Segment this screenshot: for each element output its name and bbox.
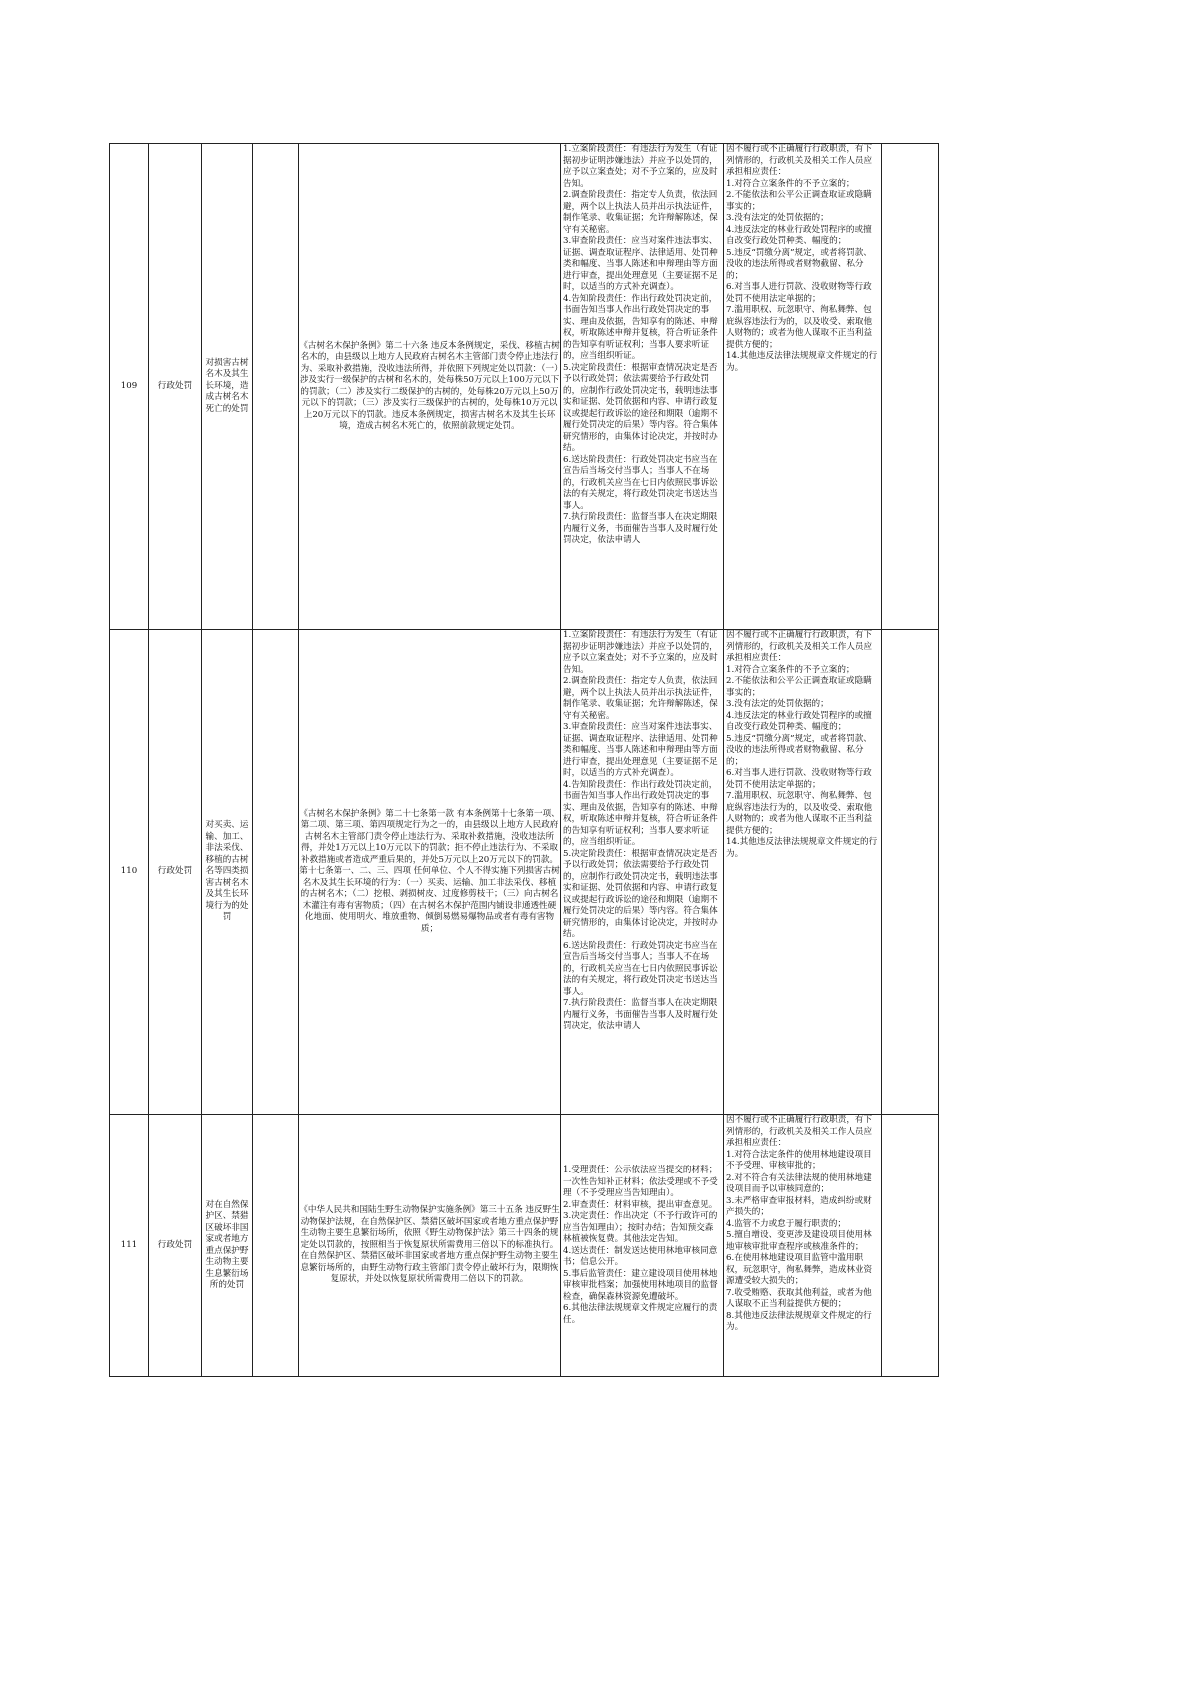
sub-item-cell	[253, 1115, 299, 1377]
responsibility-item: 7.执行阶段责任：监督当事人在决定期限内履行义务，书面催告当事人及时履行处罚决定，依法申请人	[563, 512, 718, 545]
accountability-item: 5.违反“罚缴分离”规定，或者将罚款、没收的违法所得或者财物截留、私分的；	[726, 733, 872, 767]
remark-cell	[882, 144, 939, 630]
accountability-item: 7.滥用职权、玩忽职守、徇私舞弊、包庇纵容违法行为的，以及收受、索取他人财物的；或者为他人谋取不正当利益提供方便的；	[726, 791, 873, 836]
accountability-item: 2.不能依法和公平公正调查取证或隐瞒事实的；	[726, 190, 872, 212]
accountability-item: 8.其他违反法律法规规章文件规定的行为。	[726, 1310, 872, 1332]
responsibility-cell	[561, 144, 724, 630]
responsibility-item: 6.送达阶段责任：行政处罚决定书应当在宣告后当场交付当事人；当事人不在场的，行政机关应当在七日内依照民事诉讼法的有关规定，将行政处罚决定书送达当事人。	[563, 940, 718, 997]
legal-basis: 《古树名木保护条例》第二十六条 违反本条例规定，采伐、移植古树名木的，由县级以上地方人民政府古树名木主管部门责令停止违法行为、采取补救措施，没收违法所得，并依照下列规定处以罚款：（一）涉及实行一级保护的古树和名木的，处每株50万元以上100万元以下的罚款；（二）涉及实行二级保护的古树的，处每株20万元以上50万元以下的罚款；（三）涉及实行三级保护的古树的，处每株10万元以上20万元以下的罚款。违反本条例规定，损害古树名木及其生长环境，造成古树名木死亡的，依照前款规定处罚。	[299, 144, 561, 630]
responsibility-item: 3.审查阶段责任：应当对案件违法事实、证据、调查取证程序、法律适用、处罚种类和幅度、当事人陈述和申辩理由等方面进行审查，提出处理意见（主要证据不足时，以适当的方式补充调查）。	[563, 236, 718, 292]
responsibility-item: 2.调查阶段责任：指定专人负责，依法回避，两个以上执法人员并出示执法证件，制作笔录、收集证据；允许辩解陈述，保守有关秘密。	[563, 190, 718, 235]
accountability-item: 因不履行或不正确履行行政职责，有下列情形的，行政机关及相关工作人员应承担相应责任：	[726, 1115, 873, 1148]
item-number: 110	[110, 630, 149, 1115]
accountability-item: 6.在使用林地建设项目监管中滥用职权，玩忽职守，徇私舞弊，造成林业资源遭受较大损失的；	[726, 1253, 873, 1286]
item-type: 行政处罚	[149, 1115, 202, 1377]
responsibility-item: 6.其他法律法规规章文件规定应履行的责任。	[563, 1303, 718, 1325]
item-type: 行政处罚	[149, 144, 202, 630]
remark-cell	[882, 630, 939, 1115]
legal-basis: 《古树名木保护条例》第二十七条第一款 有本条例第十七条第一项、第二项、第三项、第四项规定行为之一的，由县级以上地方人民政府古树名木主管部门责令停止违法行为、采取补救措施，没收违法所得，并处1万元以上10万元以下的罚款；拒不停止违法行为、不采取补救措施或者造成严重后果的，并处5万元以上20万元以下的罚款。第十七条第一、二、三、四项 任何单位、个人不得实施下列损害古树名木及其生长环境的行为：（一）买卖、运输、加工非法采伐、移植的古树名木；（二）挖根、剥损树皮、过度修剪枝干；（三）向古树名木灌注有毒有害物质；（四）在古树名木保护范围内铺设非通透性硬化地面、使用明火、堆放重物、倾倒易燃易爆物品或者有毒有害物质；	[299, 630, 561, 1115]
accountability-cell	[724, 1115, 882, 1377]
responsibility-item: 5.决定阶段责任：根据审查情况决定是否予以行政处罚；依法需要给予行政处罚的，应制作行政处罚决定书，载明违法事实和证据、处罚依据和内容、申请行政复议或提起行政诉讼的途径和期限（逾期不履行处罚决定的后果）等内容。符合集体研究情形的，由集体讨论决定，并按时办结。	[563, 848, 718, 939]
table-row	[110, 1115, 939, 1377]
item-name: 对买卖、运输、加工、非法采伐、移植的古树名等四类损害古树名木及其生长环境行为的处罚	[202, 630, 253, 1115]
accountability-item: 4.违反法定的林业行政处罚程序的或擅自改变行政处罚种类、幅度的；	[726, 224, 872, 246]
responsibility-item: 4.送达责任：制发送达使用林地审核同意书；信息公开。	[563, 1245, 718, 1267]
item-number: 111	[110, 1115, 149, 1377]
responsibility-cell	[561, 630, 724, 1115]
responsibility-item: 1.受理责任：公示依法应当提交的材料；一次性告知补正材料；依法受理或不予受理（不予受理应当告知理由）。	[563, 1165, 718, 1198]
table-row	[110, 630, 939, 1115]
responsibility-item: 2.审查责任：材料审核，提出审查意见。	[563, 1199, 718, 1210]
accountability-item: 6.对当事人进行罚款、没收财物等行政处罚不使用法定单据的；	[726, 768, 872, 790]
accountability-item: 3.没有法定的处罚依据的；	[726, 213, 829, 223]
table-row	[110, 144, 939, 630]
item-type: 行政处罚	[149, 630, 202, 1115]
accountability-item: 3.没有法定的处罚依据的；	[726, 699, 829, 709]
remark-cell	[882, 1115, 939, 1377]
accountability-item: 1.对符合立案条件的不予立案的；	[726, 664, 855, 675]
accountability-item: 5.擅自增设、变更涉及建设项目使用林地审核审批审查程序或核准条件的；	[726, 1230, 872, 1252]
sub-item-cell	[253, 630, 299, 1115]
accountability-item: 1.对符合法定条件的使用林地建设项目不予受理、审核审批的；	[726, 1149, 872, 1171]
accountability-item: 4.监管不力或怠于履行职责的；	[726, 1218, 846, 1229]
accountability-item: 5.违反“罚缴分离”规定，或者将罚款、没收的违法所得或者财物截留、私分的；	[726, 247, 872, 281]
responsibility-item: 6.送达阶段责任：行政处罚决定书应当在宣告后当场交付当事人；当事人不在场的，行政机关应当在七日内依照民事诉讼法的有关规定，将行政处罚决定书送达当事人。	[563, 454, 718, 511]
item-number: 109	[110, 144, 149, 630]
accountability-item: 1.对符合立案条件的不予立案的；	[726, 178, 855, 189]
responsibility-item: 5.事后监管责任：建立建设项目使用林地审核审批档案；加强使用林地项目的监督检查，确保森林资源免遭破坏。	[563, 1268, 718, 1302]
accountability-item: 3.未严格审查审报材料，造成纠纷或财产损失的；	[726, 1195, 872, 1217]
responsibility-item: 4.告知阶段责任：作出行政处罚决定前，书面告知当事人作出行政处罚决定的事实、理由及依据，告知享有的陈述、申辩权，听取陈述申辩并复核，符合听证条件的告知享有听证权利；当事人要求听证的，应当组织听证。	[563, 293, 718, 361]
accountability-cell	[724, 144, 882, 630]
accountability-item: 7.滥用职权、玩忽职守、徇私舞弊、包庇纵容违法行为的，以及收受、索取他人财物的；或者为他人谋取不正当利益提供方便的；	[726, 305, 873, 350]
accountability-item: 因不履行或不正确履行行政职责，有下列情形的，行政机关及相关工作人员应承担相应责任：	[726, 630, 873, 663]
accountability-item: 14.其他违反法律法规规章文件规定的行为。	[726, 351, 878, 373]
accountability-item: 因不履行或不正确履行行政职责，有下列情形的，行政机关及相关工作人员应承担相应责任：	[726, 144, 873, 177]
responsibility-item: 3.审查阶段责任：应当对案件违法事实、证据、调查取证程序、法律适用、处罚种类和幅度、当事人陈述和申辩理由等方面进行审查，提出处理意见（主要证据不足时，以适当的方式补充调查）。	[563, 722, 718, 778]
responsibility-item: 2.调查阶段责任：指定专人负责，依法回避，两个以上执法人员并出示执法证件，制作笔录、收集证据；允许辩解陈述，保守有关秘密。	[563, 676, 718, 721]
responsibility-item: 7.执行阶段责任：监督当事人在决定期限内履行义务，书面催告当事人及时履行处罚决定，依法申请人	[563, 998, 718, 1031]
accountability-item: 2.对不符合有关法律法规的使用林地建设项目而予以审核同意的；	[726, 1172, 872, 1194]
responsibility-item: 1.立案阶段责任：有违法行为发生（有证据初步证明涉嫌违法）并应予以处罚的，应予以立案查处；对不予立案的，应及时告知。	[563, 144, 718, 189]
responsibility-item: 1.立案阶段责任：有违法行为发生（有证据初步证明涉嫌违法）并应予以处罚的，应予以立案查处；对不予立案的，应及时告知。	[563, 630, 718, 675]
responsibility-table	[109, 143, 939, 1377]
item-name: 对在自然保护区、禁猎区破坏非国家或者地方重点保护野生动物主要生息繁衍场所的处罚	[202, 1115, 253, 1377]
accountability-item: 14.其他违反法律法规规章文件规定的行为。	[726, 837, 878, 859]
item-name: 对损害古树名木及其生长环境，造成古树名木死亡的处罚	[202, 144, 253, 630]
accountability-item: 4.违反法定的林业行政处罚程序的或擅自改变行政处罚种类、幅度的；	[726, 710, 872, 732]
accountability-item: 2.不能依法和公平公正调查取证或隐瞒事实的；	[726, 676, 872, 698]
legal-basis: 《中华人民共和国陆生野生动物保护实施条例》第三十五条 违反野生动物保护法规，在自然保护区、禁猎区破坏国家或者地方重点保护野生动物主要生息繁衍场所，依照《野生动物保护法》第三十四条的规定处以罚款的，按照相当于恢复原状所需费用三倍以下的标准执行。在自然保护区、禁猎区破坏非国家或者地方重点保护野生动物主要生息繁衍场所的，由野生动物行政主管部门责令停止破坏行为，限期恢复原状，并处以恢复原状所需费用二倍以下的罚款。	[299, 1115, 561, 1377]
accountability-cell	[724, 630, 882, 1115]
responsibility-item: 3.决定责任：作出决定（不予行政许可的应当告知理由）；按时办结；告知预交森林植被恢复费。其他法定告知。	[563, 1211, 718, 1244]
responsibility-item: 5.决定阶段责任：根据审查情况决定是否予以行政处罚；依法需要给予行政处罚的，应制作行政处罚决定书，载明违法事实和证据、处罚依据和内容、申请行政复议或提起行政诉讼的途径和期限（逾期不履行处罚决定的后果）等内容。符合集体研究情形的，由集体讨论决定，并按时办结。	[563, 362, 718, 453]
responsibility-cell	[561, 1115, 724, 1377]
responsibility-item: 4.告知阶段责任：作出行政处罚决定前，书面告知当事人作出行政处罚决定的事实、理由及依据，告知享有的陈述、申辩权，听取陈述申辩并复核，符合听证条件的告知享有听证权利；当事人要求听证的，应当组织听证。	[563, 779, 718, 847]
accountability-item: 6.对当事人进行罚款、没收财物等行政处罚不使用法定单据的；	[726, 282, 872, 304]
accountability-item: 7.收受贿赂、获取其他利益，或者为他人谋取不正当利益提供方便的；	[726, 1287, 872, 1309]
sub-item-cell	[253, 144, 299, 630]
